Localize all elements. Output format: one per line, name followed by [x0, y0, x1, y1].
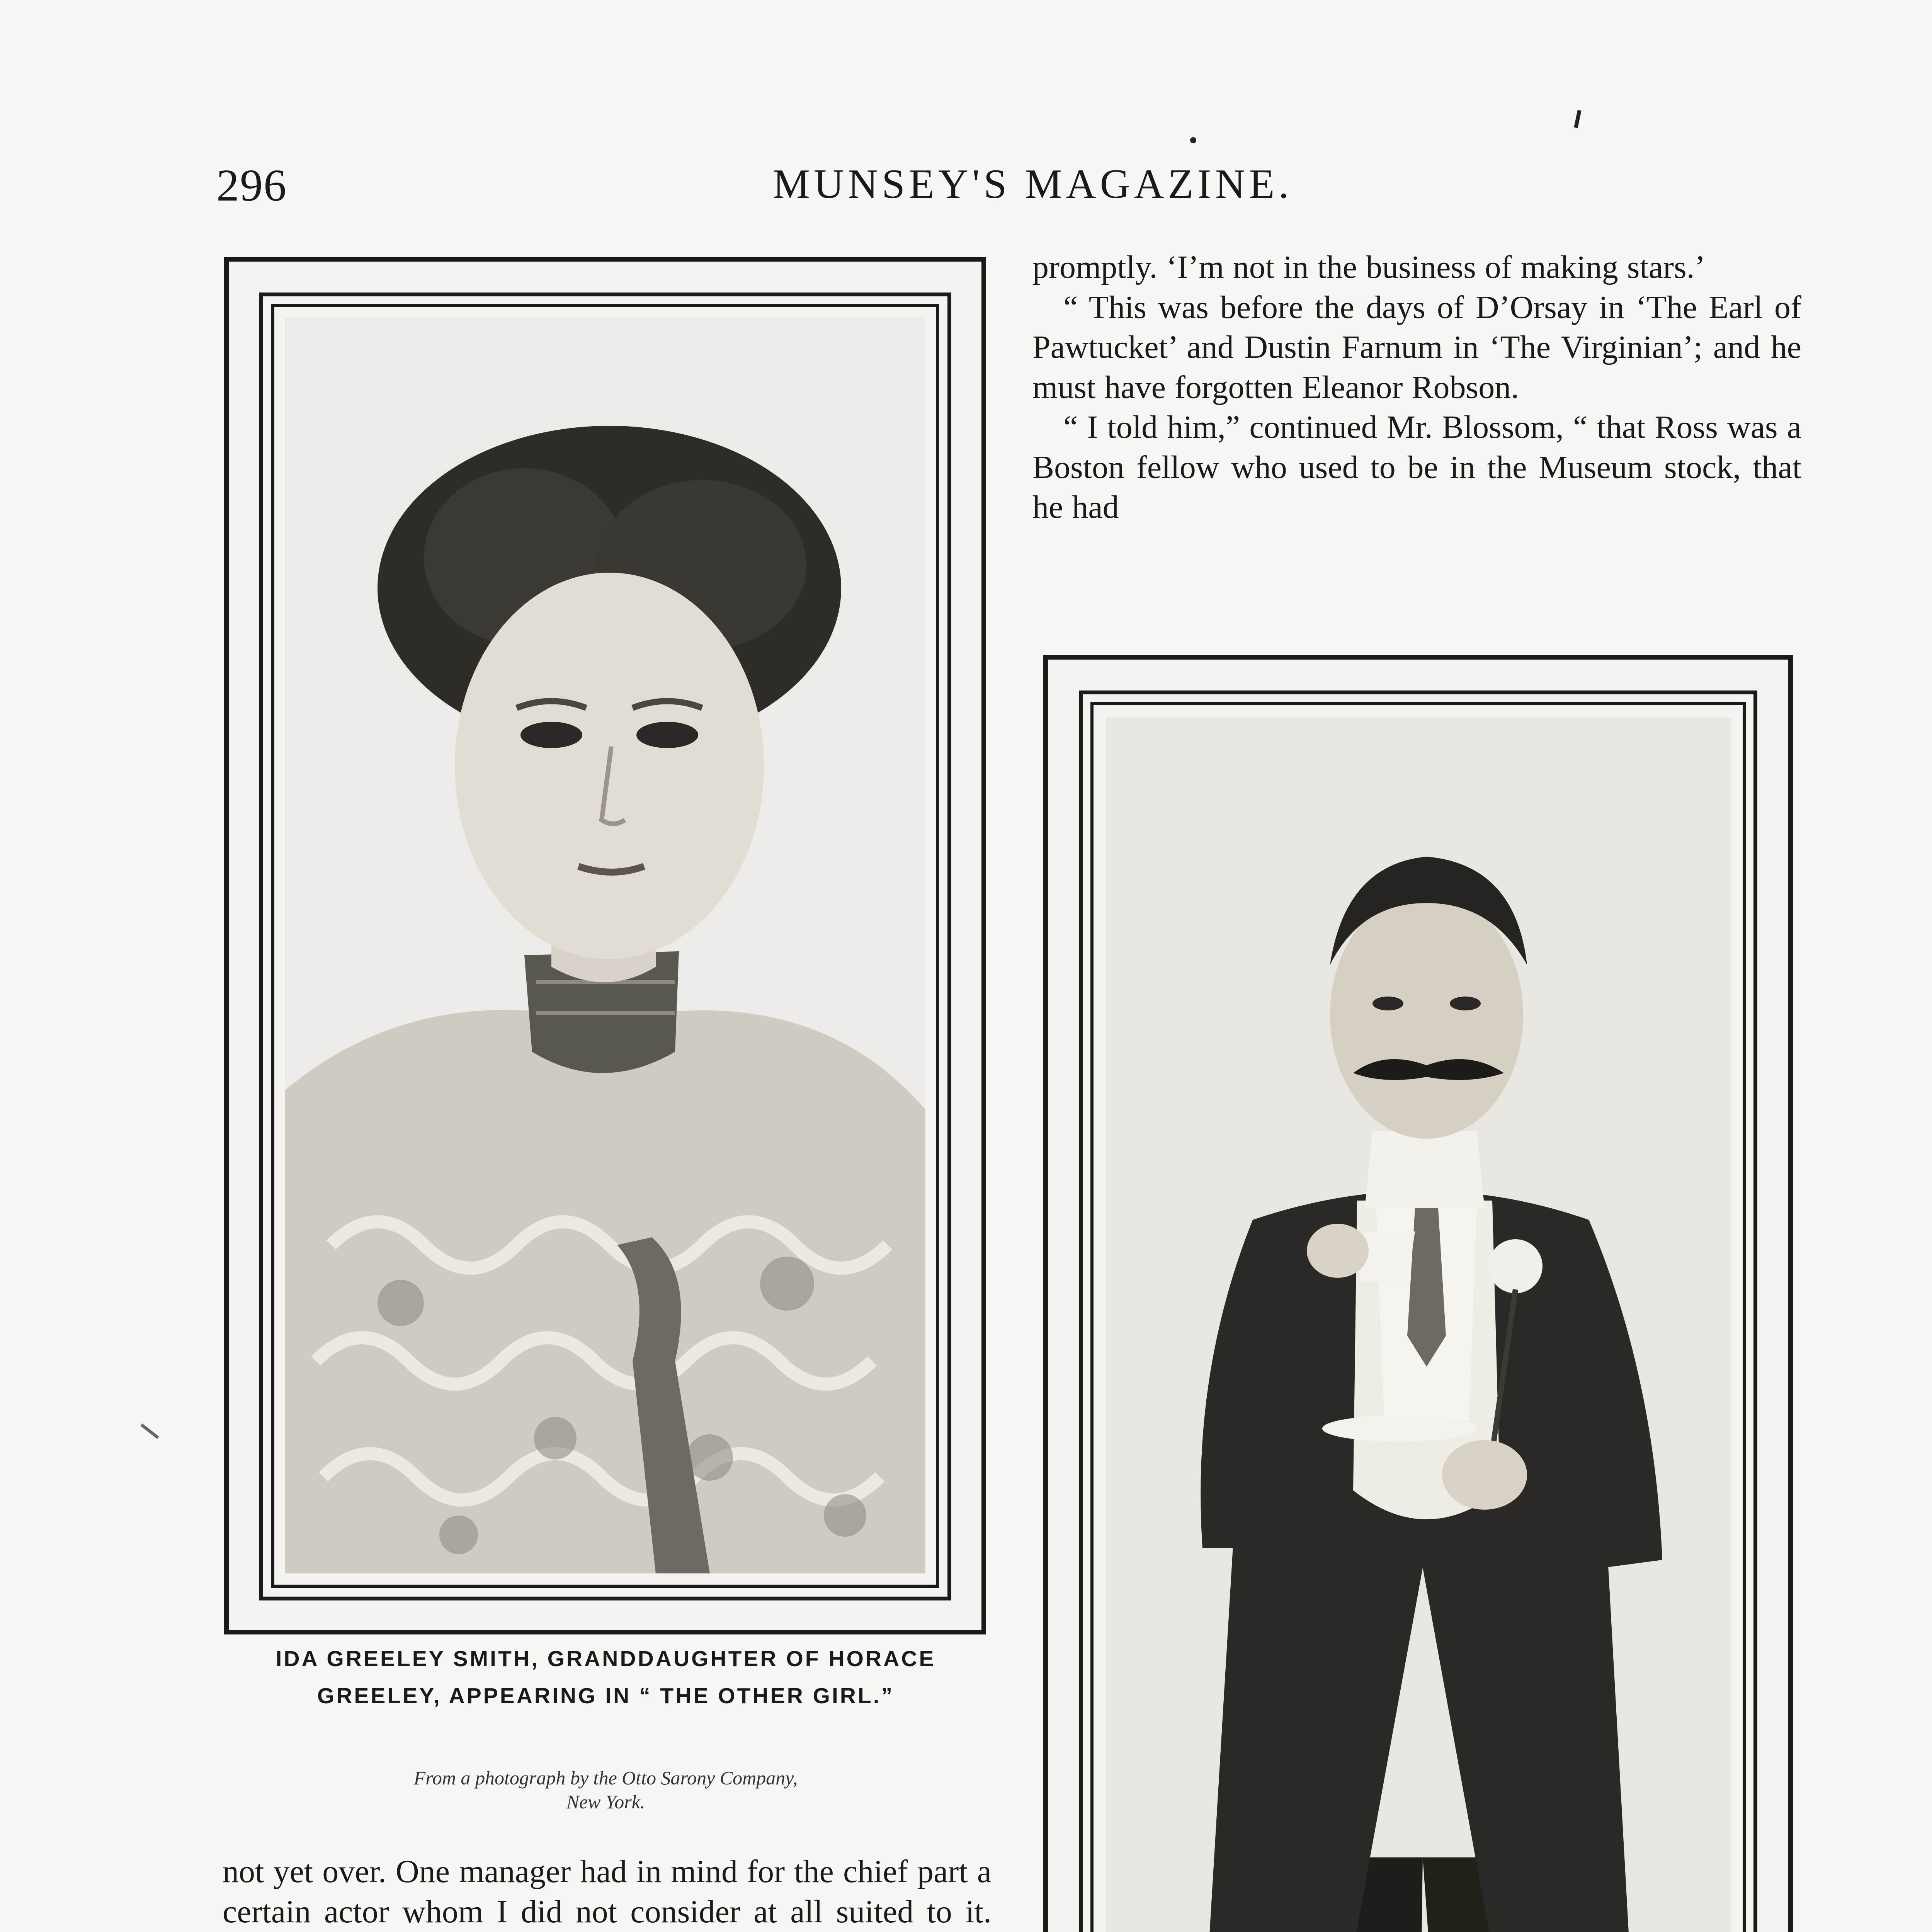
running-head: MUNSEY'S MAGAZINE. — [773, 161, 1293, 207]
body-text-right-column — [1032, 247, 1801, 527]
figure-caption-left: IDA GREELEY SMITH, GRANDDAUGHTER OF HORACE GREELEY, APPEARING IN “ THE OTHER GIRL.” — [276, 1646, 936, 1708]
photo-frame-left — [224, 257, 986, 1634]
photo-credit-left — [234, 1766, 978, 1814]
paragraph: promptly. ‘I’m not in the business of making stars.’ — [1032, 249, 1706, 285]
scan-speck — [140, 1423, 159, 1439]
body-text-left-column — [223, 1852, 992, 1932]
scan-speck — [1190, 137, 1196, 143]
page-number: 296 — [216, 160, 287, 211]
photo-frame-right — [1043, 655, 1793, 1932]
paragraph: not yet over. One manager had in mind for the chief part a certain actor whom I did not consider at all suited to it. — [223, 1854, 992, 1930]
standing-man-photo-icon — [1106, 718, 1731, 1932]
scan-speck — [1574, 110, 1581, 128]
photo-credit-left-line2: New York. — [566, 1791, 645, 1813]
portrait-photo-icon — [285, 318, 925, 1573]
paragraph: “ This was before the days of D’Orsay in ‘The Earl of Pawtucket’ and Dustin Farnum in ‘The Virginian’; and he must have forgotten Eleanor Robson. — [1032, 289, 1801, 405]
photo-credit-left-line1: From a photograph by the Otto Sarony Company, — [413, 1767, 798, 1789]
paragraph: “ I told him,” continued Mr. Blossom, “ that Ross was a Boston fellow who used to be in the Museum stock, that he had — [1032, 409, 1801, 525]
